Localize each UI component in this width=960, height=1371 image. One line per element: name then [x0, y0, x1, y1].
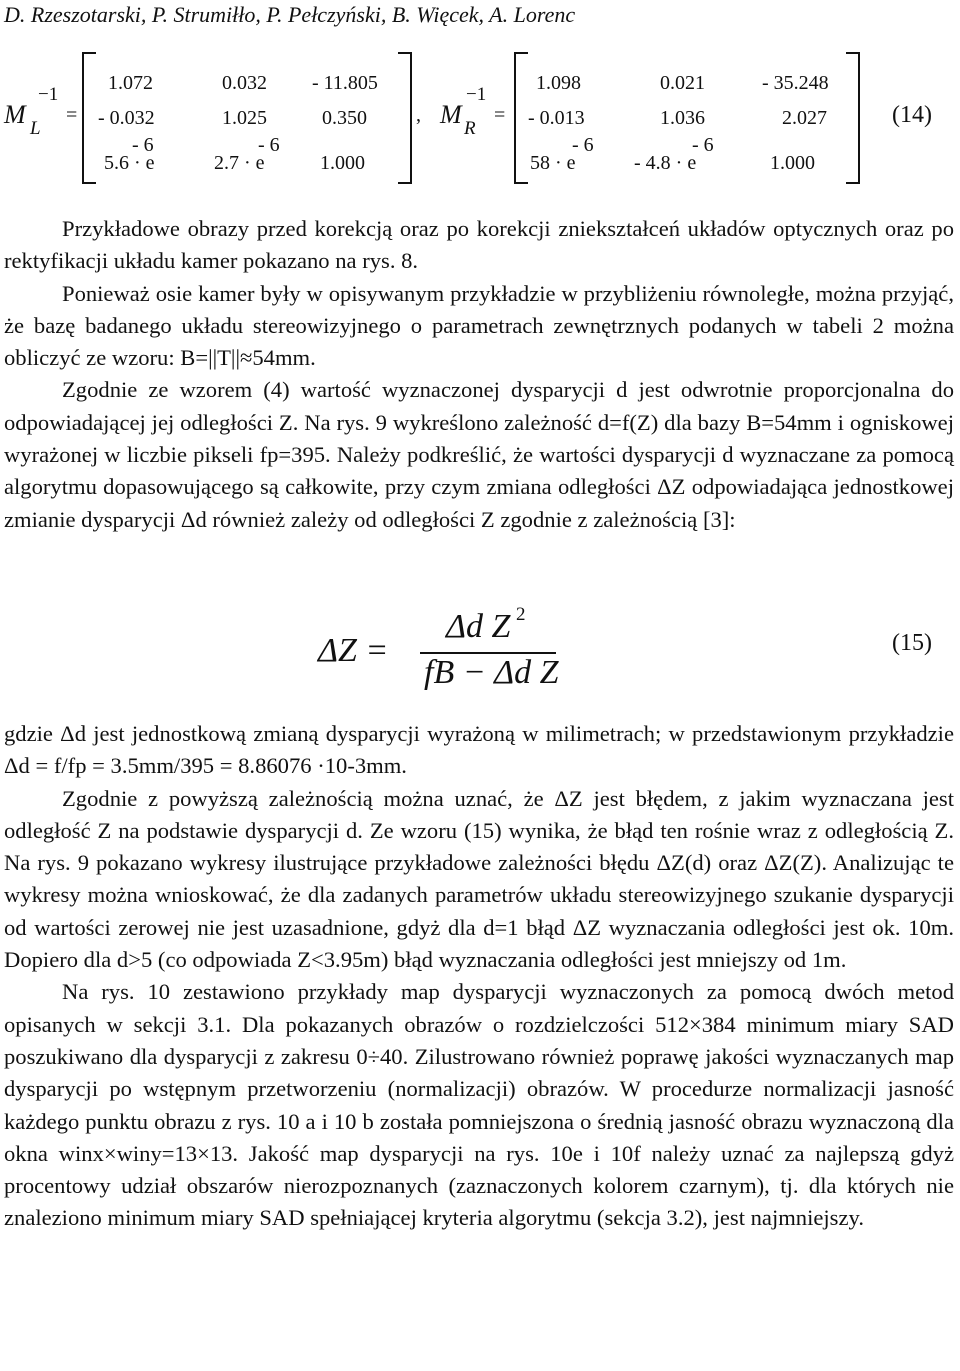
equals-sign: =	[494, 104, 506, 126]
equation-number-14: (14)	[892, 102, 932, 128]
paragraph: Zgodnie z powyższą zależnością można uznać, że ΔZ jest błędem, z jakim wyznaczana jest odległość Z na podstawie dysparycji d. Ze wzoru (15) wynika, że błąd ten rośnie wraz z odległością Z. Na rys. 9 pokazano wykresy ilustrujące przykładowe zależności błędu ΔZ(d) oraz ΔZ(Z). Analizując te wykresy można wnioskować, że dla zadanych parametrów układu stereowizyjnego szukanie dysparycji od wartości zerowej nie jest uzasadnione, gdyż dla d=1 błąd ΔZ wyznaczania odległości jest ok. 10m. Dopiero dla d>5 (co odpowiada Z<3.95m) błąd wyznaczania odległości jest mniejszy od 1m.	[4, 785, 954, 973]
matrix-cell: 2.027	[782, 107, 827, 129]
right-bracket	[398, 52, 412, 184]
fraction-numerator: Δd Z	[446, 608, 511, 645]
matrix-exponent: - 6	[572, 134, 594, 156]
matrix-cell: - 0.013	[528, 107, 585, 129]
equation-lhs: ΔZ =	[318, 632, 389, 669]
running-header: D. Rzeszotarski, P. Strumiłło, P. Pełczyński, B. Więcek, A. Lorenc	[4, 2, 576, 27]
paragraph: Zgodnie ze wzorem (4) wartość wyznaczonej dysparycji d jest odwrotnie proporcjonalna do odpowiadającej jej odległości Z. Na rys. 9 wykreślono zależność d=f(Z) dla bazy B=54mm i ogniskowej wyrażonej w liczbie pikseli fp=395. Należy podkreślić, że wartości dysparycji d wyznaczane za pomocą algorytmu dopasowującego są całkowite, przy czym zmiana odległości ΔZ odpowiadająca jednostkowej zmianie dysparycji Δd również zależy od odległości Z zgodnie z zależnością [3]:	[4, 377, 954, 532]
matrix-exponent: - 6	[132, 134, 154, 156]
equation-number-15: (15)	[892, 630, 932, 656]
matrix-cell: - 35.248	[762, 72, 829, 94]
matrix-cell: 1.098	[536, 72, 581, 94]
matrix-cell: 1.072	[108, 72, 153, 94]
text-block-1	[4, 213, 954, 536]
paragraph: Na rys. 10 zestawiono przykłady map dysparycji wyznaczonych za pomocą dwóch metod opisanych w sekcji 3.1. Dla pokazanych obrazów o rozdzielczości 512×384 minimum miary SAD poszukiwano dla dysparycji z zakresu 0÷40. Zilustrowano również poprawę jakości wyznaczanych map dysparycji po wstępnym przetworzeniu (normalizacji) obrazów. W procedurze normalizacji jasność każdego punktu obrazu z rys. 10 a i 10 b została pomniejszona o średnią jasność obrazu wyznaczoną dla okna winx×winy=13×13. Jakość map dysparycji na rys. 10e i 10f należy uznać za najlepszą gdyż procentowy udział obszarów nierozpoznanych (zaznaczonych kolorem czarnym), tj. dla których nie znaleziono minimum miary SAD spełniającej kryteria algorytmu (sekcja 3.2), jest najmniejszy.	[4, 979, 954, 1231]
matrix-cell: - 0.032	[98, 107, 155, 129]
matrix-cell: 58 · e	[530, 152, 576, 174]
matrix-symbol-right: M	[440, 100, 462, 129]
left-bracket	[82, 52, 96, 184]
matrix-cell: - 4.8 · e	[634, 152, 697, 174]
paragraph: Przykładowe obrazy przed korekcją oraz po korekcji zniekształceń układów optycznych oraz po rektyfikacji układu kamer pokazano na rys. 8.	[4, 216, 954, 274]
matrix-sup-right: −1	[466, 84, 487, 105]
matrix-sub-right: R	[464, 118, 476, 139]
text-block-2	[4, 718, 954, 1235]
matrix-cell: - 11.805	[312, 72, 378, 94]
matrix-cell: 1.036	[660, 107, 705, 129]
matrix-cell: 0.021	[660, 72, 705, 94]
paragraph: gdzie Δd jest jednostkową zmianą dysparycji wyrażoną w milimetrach; w przedstawionym przykładzie Δd = f/fp = 3.5mm/395 = 8.86076 ·10-3mm.	[4, 721, 954, 779]
matrix-cell: 2.7 · e	[214, 152, 265, 174]
equation-comma: ,	[416, 104, 421, 126]
matrix-symbol-left: M	[4, 100, 26, 129]
equals-sign: =	[66, 104, 78, 126]
numerator-exponent: 2	[516, 604, 526, 625]
matrix-exponent: - 6	[258, 134, 280, 156]
right-bracket	[846, 52, 860, 184]
fraction-denominator: fB − Δd Z	[424, 654, 559, 691]
left-bracket	[514, 52, 528, 184]
matrix-cell: 1.000	[770, 152, 815, 174]
matrix-sup-left: −1	[38, 84, 59, 105]
matrix-cell: 0.032	[222, 72, 267, 94]
matrix-cell: 5.6 · e	[104, 152, 155, 174]
matrix-exponent: - 6	[692, 134, 714, 156]
matrix-cell: 1.025	[222, 107, 267, 129]
matrix-cell: 0.350	[322, 107, 367, 129]
paragraph: Ponieważ osie kamer były w opisywanym przykładzie w przybliżeniu równoległe, można przyjąć, że bazę badanego układu stereowizyjnego o parametrach zewnętrznych podanych w tabeli 2 można obliczyć ze wzoru: B=||T||≈54mm.	[4, 280, 954, 371]
matrix-sub-left: L	[30, 118, 41, 139]
matrix-cell: 1.000	[320, 152, 365, 174]
